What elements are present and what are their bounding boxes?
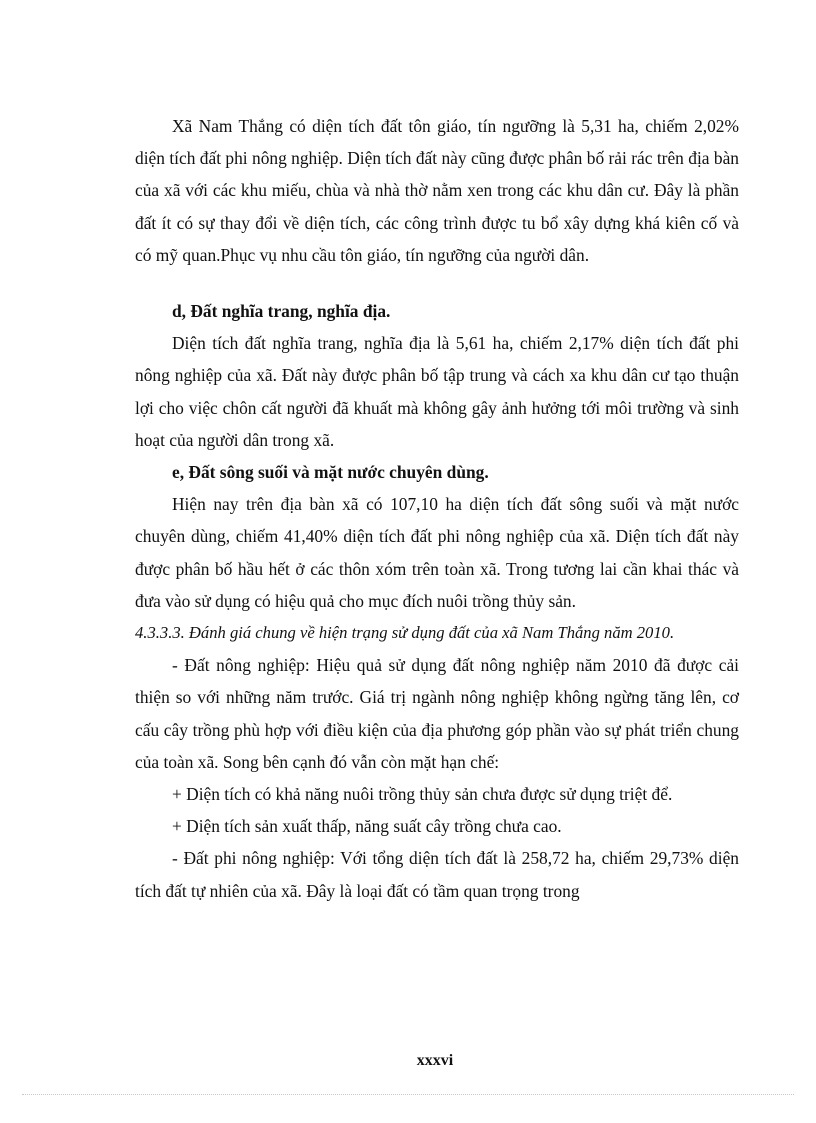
- subsection-title: 4.3.3.3. Đánh giá chung về hiện trạng sử dụng đất của xã Nam Thắng năm 2010.: [135, 623, 675, 643]
- paragraph-agricultural-land: - Đất nông nghiệp: Hiệu quả sử dụng đất nông nghiệp năm 2010 đã được cải thiện so với những năm trước. Giá trị ngành nông nghiệp không ngừng tăng lên, cơ cấu cây trồng phù hợp với điều kiện của địa phương góp phần vào sự phát triển chung của toàn xã. Song bên cạnh đó vẫn còn mặt hạn chế:: [135, 655, 739, 772]
- document-page: [135, 110, 739, 907]
- paragraph-cemetery-land: Diện tích đất nghĩa trang, nghĩa địa là 5,61 ha, chiếm 2,17% diện tích đất phi nông nghiệp của xã. Đất này được phân bố tập trung và cách xa khu dân cư tạo thuận lợi cho việc chôn cất người đã khuất mà không gây ảnh hưởng tới môi trường và sinh hoạt của người dân trong xã.: [135, 333, 739, 450]
- heading-cemetery-land: d, Đất nghĩa trang, nghĩa địa.: [172, 301, 391, 322]
- paragraph-religious-land: Xã Nam Thắng có diện tích đất tôn giáo, tín ngưỡng là 5,31 ha, chiếm 2,02% diện tích đất phi nông nghiệp. Diện tích đất này cũng được phân bố rải rác trên địa bàn của xã với các khu miếu, chùa và nhà thờ nằm xen trong các khu dân cư. Đây là phần đất ít có sự thay đổi về diện tích, các công trình được tu bổ xây dựng khá kiên cố và có mỹ quan.Phục vụ nhu cầu tôn giáo, tín ngưỡng của người dân.: [135, 116, 739, 265]
- paragraph-non-agricultural-land: - Đất phi nông nghiệp: Với tổng diện tích đất là 258,72 ha, chiếm 29,73% diện tích đất tự nhiên của xã. Đây là loại đất có tầm quan trọng trong: [135, 848, 739, 901]
- heading-water-land: e, Đất sông suối và mặt nước chuyên dùng.: [172, 462, 489, 483]
- bullet-item: + Diện tích có khả năng nuôi trồng thủy sản chưa được sử dụng triệt để.: [172, 784, 673, 805]
- paragraph-water-land: Hiện nay trên địa bàn xã có 107,10 ha diện tích đất sông suối và mặt nước chuyên dùng, chiếm 41,40% diện tích đất phi nông nghiệp của xã. Diện tích đất này được phân bố hầu hết ở các thôn xóm trên toàn xã. Trong tương lai cần khai thác và đưa vào sử dụng có hiệu quả cho mục đích nuôi trồng thủy sản.: [135, 494, 739, 611]
- page-number: xxxvi: [416, 1052, 454, 1069]
- footer-divider: [22, 1094, 794, 1095]
- bullet-item: + Diện tích sản xuất thấp, năng suất cây trồng chưa cao.: [172, 816, 562, 837]
